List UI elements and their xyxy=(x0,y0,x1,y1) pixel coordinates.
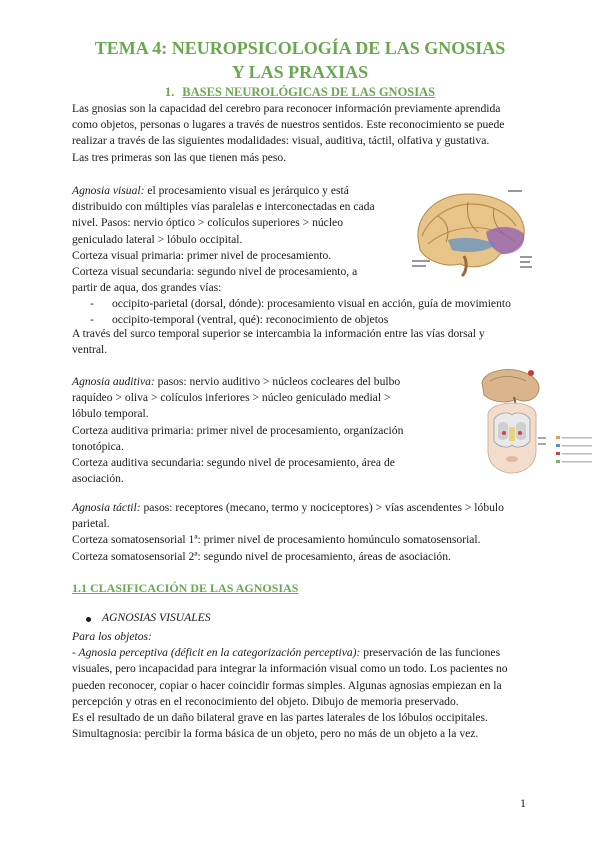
auditory-line: Corteza auditiva primaria: primer nivel de procesamiento, organización xyxy=(72,423,404,437)
tactile-agnosia-text: pasos: receptores (mecano, termo y nociceptores) > vías ascendentes > lóbulo xyxy=(140,501,504,514)
page-number: 1 xyxy=(520,796,526,810)
auditory-line: lóbulo temporal. xyxy=(72,407,149,421)
perceptive-agnosia-label: - Agnosia perceptiva (déficit en la categorización perceptiva): xyxy=(72,646,361,660)
objects-subheading: Para los objetos: xyxy=(72,630,152,643)
title-line-1: TEMA 4: NEUROPSICOLOGÍA DE LAS GNOSIAS xyxy=(94,38,506,58)
list-item: - occipito-parietal (dorsal, dónde): procesamiento visual en acción, guía de movimiento xyxy=(72,296,532,312)
visual-agnosias-title: AGNOSIAS VISUALES xyxy=(102,611,211,624)
list-item: - occipito-temporal (ventral, qué): reconocimiento de objetos xyxy=(72,312,532,328)
visual-line: distribuido con múltiples vías paralelas e interconectadas en cada xyxy=(72,200,375,214)
visual-line: Corteza visual primaria: primer nivel de procesamiento. xyxy=(72,248,332,262)
visual-agnosias-bullet xyxy=(92,611,211,624)
auditory-line: tonotópica. xyxy=(72,439,124,453)
visual-pathways-list xyxy=(72,296,532,328)
auditory-line: asociación. xyxy=(72,472,124,486)
visual-line: geniculado lateral > lóbulo occipital. xyxy=(72,232,243,246)
auditory-agnosia-paragraph xyxy=(72,374,420,487)
perceptive-agnosia-paragraph xyxy=(72,629,530,742)
tactile-line: parietal. xyxy=(72,517,110,531)
perceptive-line: pueden reconocer, copiar o hacer coincidir formas simples. Algunas agnosias empiezan en la xyxy=(72,678,502,692)
auditory-pathway-figure xyxy=(476,367,546,475)
visual-line: partir de aqua, dos grandes vías: xyxy=(72,281,222,295)
intro-line: Las tres primeras son las que tienen más peso. xyxy=(72,150,287,164)
perceptive-line: visuales, pero incapacidad para integrar la información visual como un todo. Los pacientes no xyxy=(72,662,508,676)
visual-after-paragraph xyxy=(72,326,530,358)
perceptive-agnosia-text: preservación de las funciones xyxy=(360,646,501,660)
intro-line: realizar a través de las siguientes modalidades: visual, auditiva, táctil, olfativa y gustativa. xyxy=(72,134,490,148)
visual-after-line: A través del surco temporal superior se intercambia la información entre las vías dorsal y xyxy=(72,327,485,340)
auditory-figure-legend xyxy=(556,430,596,470)
visual-after-line: ventral. xyxy=(72,343,108,357)
auditory-agnosia-text: pasos: nervio auditivo > núcleos cocleares del bulbo xyxy=(154,375,401,388)
intro-line: Las gnosias son la capacidad del cerebro para reconocer información previamente aprendida xyxy=(72,102,501,115)
visual-agnosia-text: el procesamiento visual es jerárquico y está xyxy=(144,184,349,197)
intro-line: como objetos, personas o lugares a través de nuestros sentidos. Este reconocimiento se puede xyxy=(72,118,505,132)
bullet-dot-icon xyxy=(86,617,91,622)
auditory-line: raquídeo > oliva > colículos inferiores > núcleo geniculado medial > xyxy=(72,391,391,405)
visual-line: nivel. Pasos: nervio óptico > colículos superiores > núcleo xyxy=(72,216,343,230)
visual-agnosia-label: Agnosia visual: xyxy=(72,184,145,197)
auditory-line: Corteza auditiva secundaria: segundo nivel de procesamiento, área de xyxy=(72,456,395,470)
section-1-1-heading: 1.1 CLASIFICACIÓN DE LAS AGNOSIAS xyxy=(72,581,299,595)
perceptive-line: percepción y otras en el reconocimiento del objeto. Dibujo de memoria preservado. xyxy=(72,694,459,708)
tactile-line: Corteza somatosensorial 2ª: segundo nivel de procesamiento, áreas de asociación. xyxy=(72,549,451,563)
brain-visual-pathway-figure xyxy=(408,186,536,278)
section-1-title: BASES NEUROLÓGICAS DE LAS GNOSIAS xyxy=(182,85,436,99)
visual-agnosia-paragraph xyxy=(72,183,398,296)
title-line-2: Y LAS PRAXIAS xyxy=(231,62,369,82)
tactile-agnosia-paragraph xyxy=(72,500,532,565)
auditory-agnosia-label: Agnosia auditiva: xyxy=(72,375,155,388)
intro-paragraph xyxy=(72,101,528,166)
visual-line: Corteza visual secundaria: segundo nivel de procesamiento, a xyxy=(72,265,358,279)
perceptive-line: Simultagnosia: percibir la forma básica de un objeto, pero no más de un objeto a la vez. xyxy=(72,727,479,741)
tactile-line: Corteza somatosensorial 1ª: primer nivel de procesamiento homúnculo somatosensorial. xyxy=(72,533,481,547)
document-title xyxy=(60,36,540,84)
section-1-number: 1. xyxy=(164,85,175,99)
section-1-heading xyxy=(60,84,540,100)
tactile-agnosia-label: Agnosia táctil: xyxy=(72,501,141,514)
perceptive-line: Es el resultado de un daño bilateral grave en las partes laterales de los lóbulos occipitales. xyxy=(72,711,488,725)
